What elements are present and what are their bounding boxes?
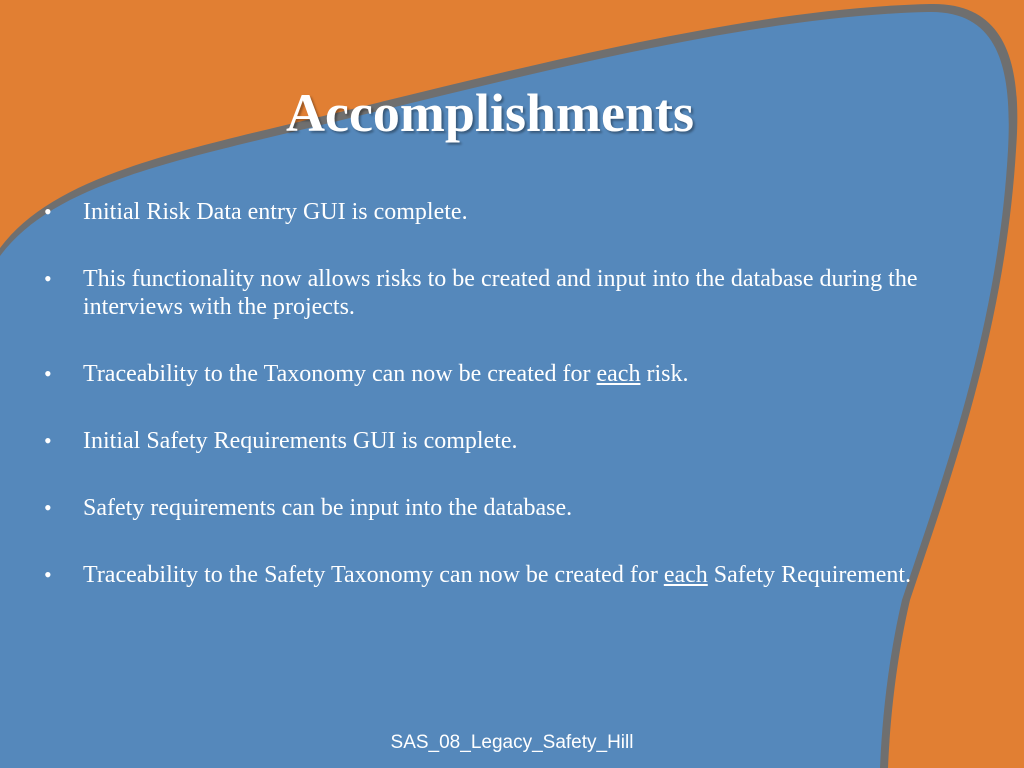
bullet-dot: • — [44, 199, 52, 224]
bullet-text — [83, 361, 688, 387]
bullet-text-part: risk. — [640, 361, 689, 387]
bullet-item — [44, 494, 964, 522]
bullet-text: This functionality now allows risks to be created and input into the database during the interviews with the projects. — [83, 266, 918, 320]
underlined-emphasis: each — [663, 562, 708, 588]
bullet-dot: • — [44, 361, 52, 386]
bullet-item — [44, 427, 964, 455]
bullet-dot: • — [44, 266, 52, 291]
bullet-item — [44, 265, 964, 321]
bullet-item — [44, 198, 964, 226]
bullet-text — [83, 562, 911, 588]
bullet-item — [44, 360, 964, 388]
bullet-dot: • — [44, 495, 52, 520]
slide-footer: SAS_08_Legacy_Safety_Hill — [390, 732, 634, 753]
bullet-text: Initial Safety Requirements GUI is complete. — [83, 428, 518, 454]
slide-title: Accomplishments — [286, 83, 694, 143]
bullet-text-part: Safety Requirement. — [707, 562, 912, 588]
bullet-list — [44, 198, 964, 628]
bullet-text-part: Traceability to the Taxonomy can now be created for — [83, 361, 597, 387]
bullet-text-part: Traceability to the Safety Taxonomy can now be created for — [83, 562, 664, 588]
bullet-text: Initial Risk Data entry GUI is complete. — [83, 199, 468, 225]
bullet-text: Safety requirements can be input into the database. — [83, 495, 573, 521]
bullet-item — [44, 561, 964, 589]
bullet-dot: • — [44, 428, 52, 453]
underlined-emphasis: each — [596, 361, 641, 387]
bullet-dot: • — [44, 562, 52, 587]
